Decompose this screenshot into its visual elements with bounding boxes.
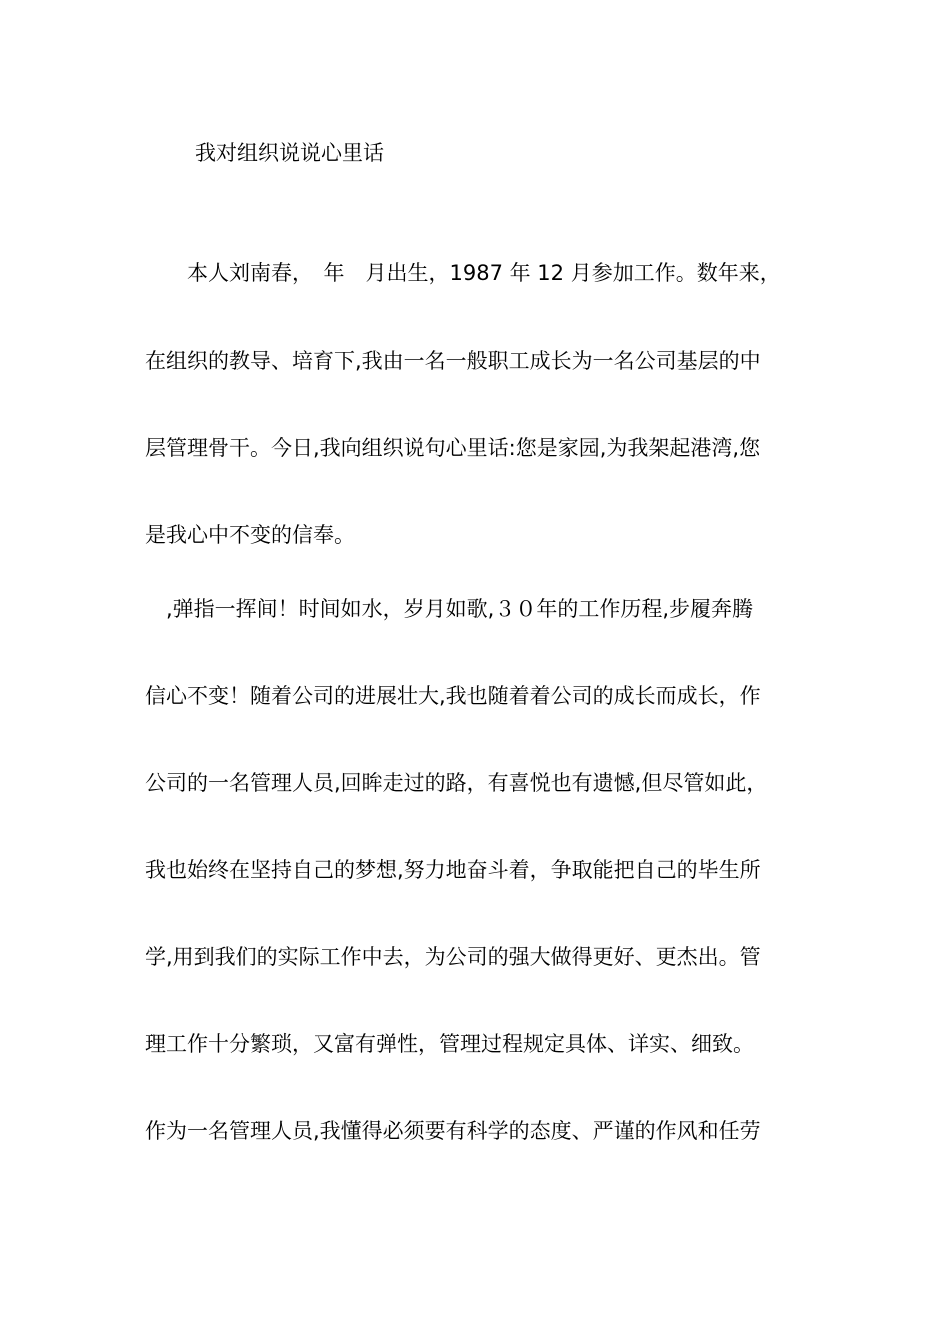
paragraph-line: 层管理骨干。今日,我向组织说句心里话:您是家园,为我架起港湾,您 — [145, 436, 761, 460]
paragraph-line: ,弹指一挥间！时间如水，岁月如歌,３０年的工作历程,步履奔腾 — [145, 597, 754, 621]
paragraph-line: 是我心中不变的信奉。 — [145, 523, 355, 547]
paragraph-line: 在组织的教导、培育下,我由一名一般职工成长为一名公司基层的中 — [145, 349, 761, 373]
paragraph-line: 理工作十分繁琐，又富有弹性，管理过程规定具体、详实、细致。 — [145, 1032, 754, 1056]
paragraph-line: 本人刘南春， 年 月出生，1987 年 12 月参加工作。数年来， — [145, 261, 781, 285]
paragraph-line: 作为一名管理人员,我懂得必须要有科学的态度、严谨的作风和任劳 — [145, 1119, 761, 1143]
paragraph-line: 我也始终在坚持自己的梦想,努力地奋斗着，争取能把自己的毕生所 — [145, 858, 761, 882]
paragraph-line: 公司的一名管理人员,回眸走过的路，有喜悦也有遗憾,但尽管如此， — [145, 771, 768, 795]
paragraph-line: 信心不变！随着公司的进展壮大,我也随着着公司的成长而成长，作 — [145, 684, 761, 708]
paragraph-line: 学,用到我们的实际工作中去，为公司的强大做得更好、更杰出。管 — [145, 945, 761, 969]
document-title: 我对组织说说心里话 — [195, 141, 384, 165]
